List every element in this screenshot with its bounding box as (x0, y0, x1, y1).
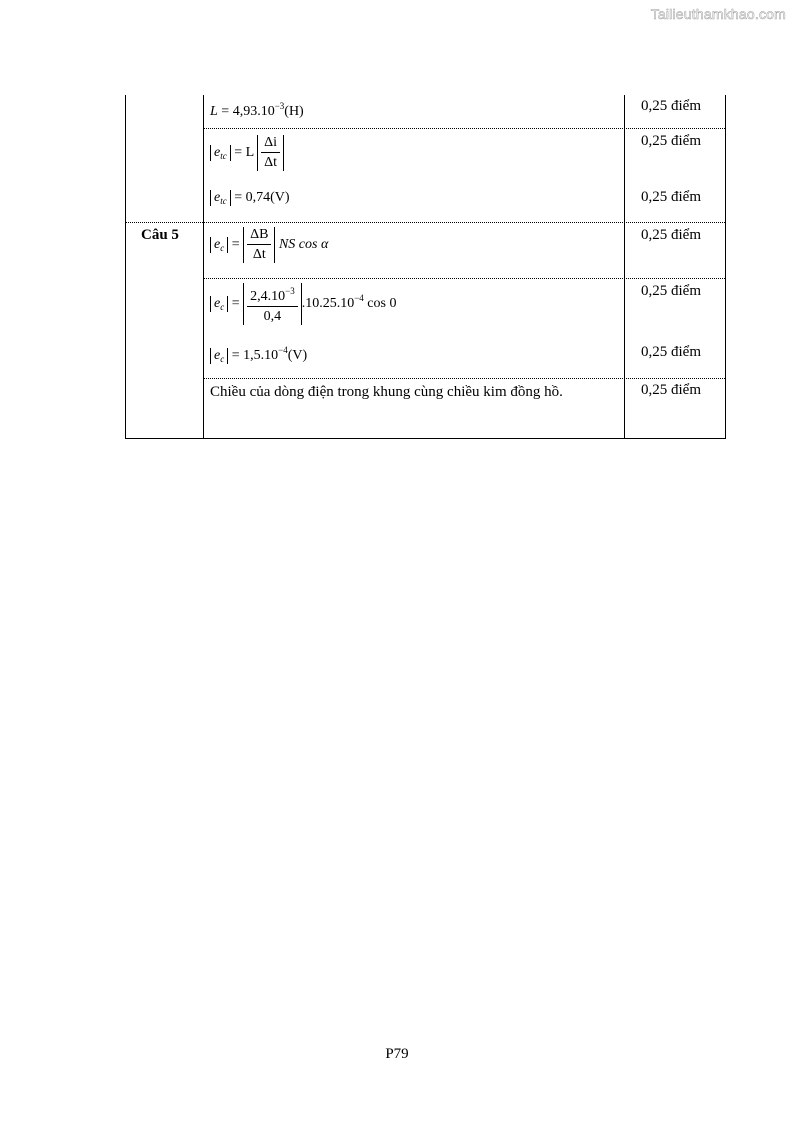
row-divider (126, 222, 725, 223)
formula-self-induced-emf: $e_{tc} = L$ $\frac{\Delta i}{\Delta t}$ (210, 135, 284, 171)
conclusion-text: Chiều của dòng điện trong khung cùng chiều kim đồng hồ. (210, 384, 563, 400)
column-divider (624, 95, 625, 438)
score-cell: 0,25 điểm (641, 283, 701, 299)
formula-substitution: $e_c$ = $\frac{2,4.10^{-3}}{0,4}$ $.10.25.10^{-4}$ cos 0 (210, 283, 396, 325)
score-cell: 0,25 điểm (641, 98, 701, 114)
page-number: P79 (385, 1046, 409, 1062)
score-cell: 0,25 điểm (641, 382, 701, 398)
formula-emf-result: $e_c = 1,5.10^{-4}(V)$ (210, 345, 307, 364)
watermark-logo: Tailieuthamkhao.com (650, 6, 786, 22)
formula-emf-value: $e_{tc} = 0,74(V)$ (210, 190, 290, 206)
score-cell: 0,25 điểm (641, 344, 701, 360)
score-cell: 0,25 điểm (641, 227, 701, 243)
row-divider (203, 128, 725, 129)
score-cell: 0,25 điểm (641, 133, 701, 149)
column-divider (203, 95, 204, 438)
formula-inductance: $L = 4,93.10^{-3}(H)$ (210, 101, 304, 119)
answer-table (125, 95, 726, 439)
formula-induced-emf: $e_c$ = $\frac{\Delta B}{\Delta t}$ NS cos α (210, 227, 328, 263)
score-cell: 0,25 điểm (641, 189, 701, 205)
question-label: Câu 5 (141, 227, 179, 243)
row-divider (203, 278, 725, 279)
